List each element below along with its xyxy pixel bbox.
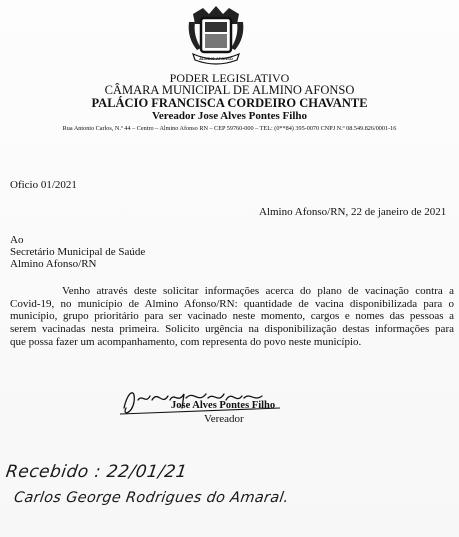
recipient-prefix: Ao xyxy=(10,234,24,246)
body-line: município, grupo prioritário para ser vacinado neste momento, cargos e nomes das pessoas a xyxy=(10,310,454,323)
letter-date: Almino Afonso/RN, 22 de janeiro de 2021 xyxy=(259,206,447,218)
municipal-seal-logo xyxy=(187,4,245,66)
header-address: Rua Antonio Carlos, N.º 44 – Centro – Almino Afonso RN – CEP 59760-000 – TEL: (0**84) 395-0070 CNPJ N.º 08.549.826/0001-16 xyxy=(62,125,397,132)
handwritten-receiver-name: Carlos George Rodrigues do Amaral. xyxy=(12,490,290,506)
signatory-name: Jose Alves Pontes Filho xyxy=(171,400,276,411)
seal-banner-text: ALMINO AFONSO xyxy=(199,56,233,61)
header-councilman: Vereador Jose Alves Pontes Filho xyxy=(151,110,307,122)
header-chamber: CÂMARA MUNICIPAL DE ALMINO AFONSO xyxy=(104,83,355,97)
body-line: Covid-19, no município de Almino Afonso/RN: quantidade de vacina disponibilizada para o xyxy=(10,297,454,310)
body-line: Venho através deste solicitar informações acerca do plano de vacinação contra a xyxy=(62,285,454,297)
handwritten-received-date: Recebido : 22/01/21 xyxy=(4,462,189,482)
recipient-location: Almino Afonso/RN xyxy=(10,258,97,270)
letter-body xyxy=(10,285,454,349)
recipient-title: Secretário Municipal de Saúde xyxy=(10,246,146,258)
header-palace: PALÁCIO FRANCISCA CORDEIRO CHAVANTE xyxy=(91,96,368,110)
letter-number: Oficio 01/2021 xyxy=(10,179,77,191)
signatory-role: Vereador xyxy=(204,413,244,425)
body-line: que possa fazer um acompanhamento, com representa do povo neste município. xyxy=(10,335,362,348)
body-line: serem vacinadas nesta primeira. Solicito urgência na disponibilização destas informações para xyxy=(10,323,454,336)
header-power: PODER LEGISLATIVO xyxy=(169,71,290,85)
